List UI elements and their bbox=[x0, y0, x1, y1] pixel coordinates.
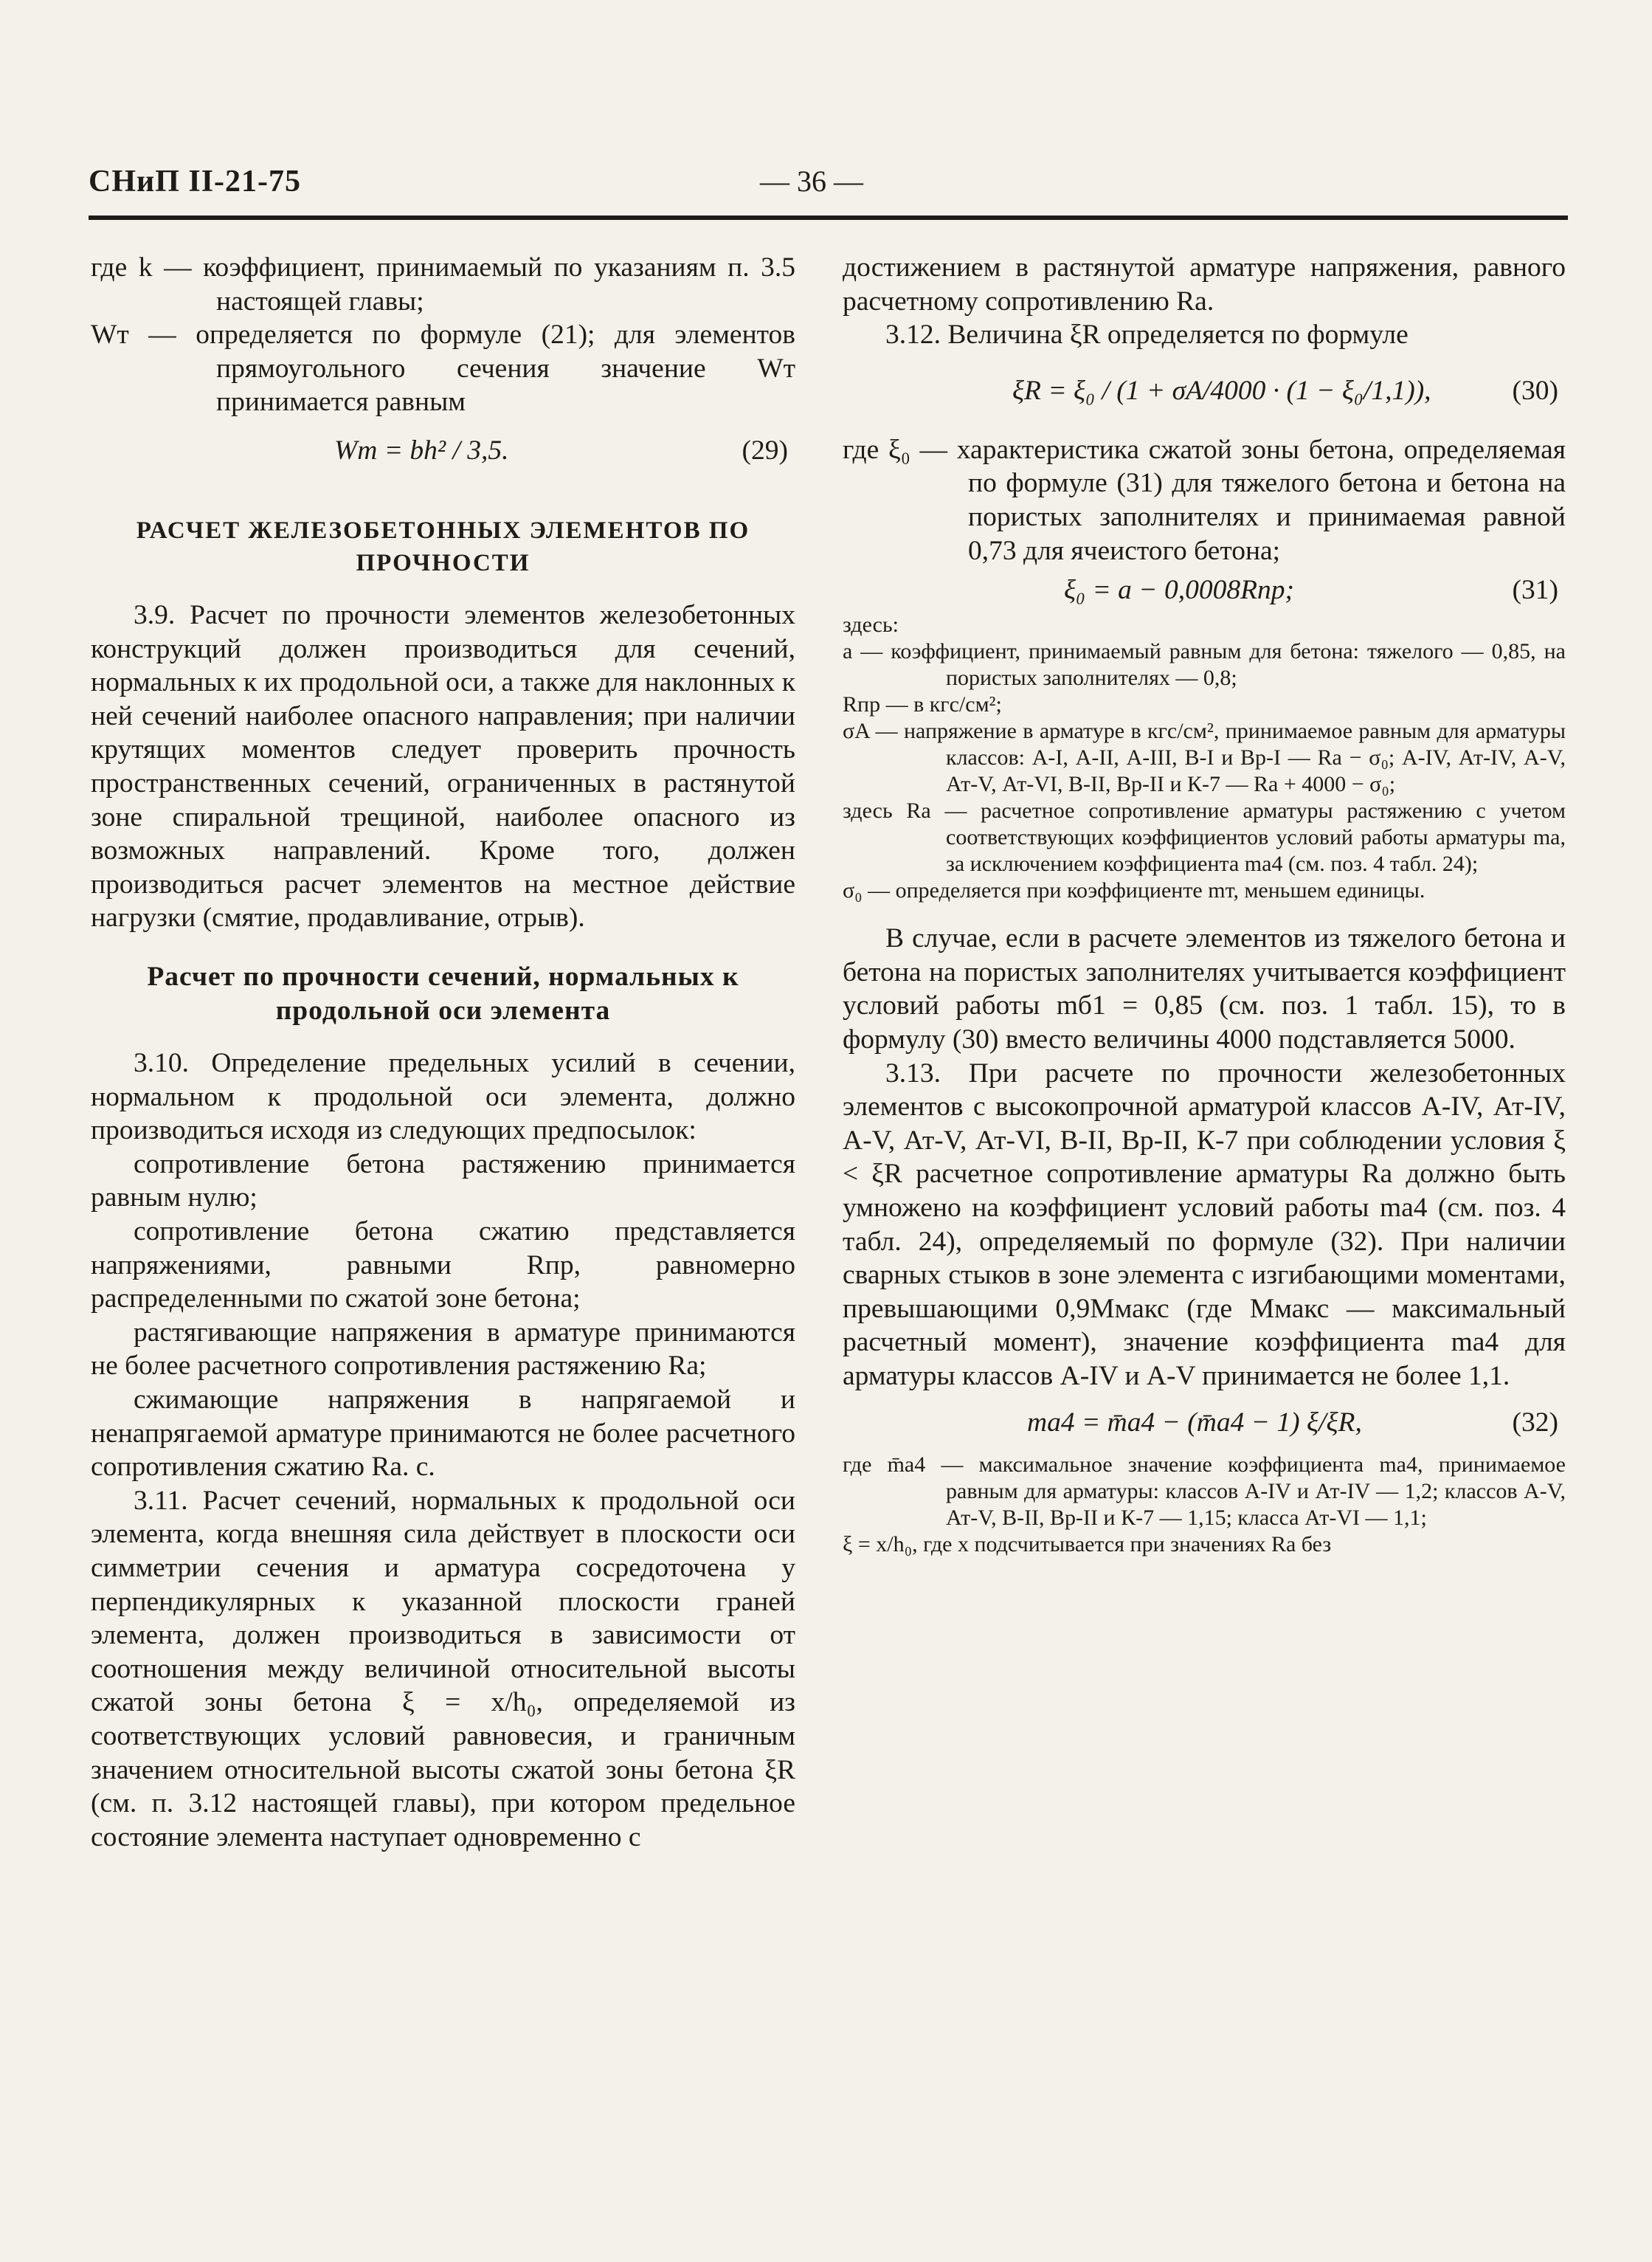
paragraph-case: В случае, если в расчете элементов из тяжелого бетона и бетона на пористых заполнителях учитывается коэффициент условий работы mб1 = 0,85 (см. поз. 1 табл. 15), то в формулу (30) вместо величины 4000 подставляется 5000. bbox=[843, 923, 1566, 1055]
list-item: сжимающие напряжения в напрягаемой и ненапрягаемой арматуре принимаются не более расчетного сопротивления сжатию Rа. с. bbox=[91, 1385, 795, 1483]
notes-block bbox=[843, 612, 1566, 904]
page-number: — 36 — bbox=[760, 165, 863, 198]
doc-code: СНиП II-21-75 bbox=[89, 165, 302, 199]
formula-30 bbox=[843, 352, 1566, 433]
list-item: сопротивление бетона растяжению принимается равным нулю; bbox=[91, 1148, 795, 1213]
section-heading: РАСЧЕТ ЖЕЛЕЗОБЕТОННЫХ ЭЛЕМЕНТОВ ПО ПРОЧНОСТИ bbox=[136, 517, 750, 576]
notes-block-2 bbox=[843, 1452, 1566, 1558]
def-ra: здесь Rа — расчетное сопротивление арматуры растяжению с учетом соответствующих коэффициентов условий работы арматуры mа, за исключением коэффициента mа4 (см. поз. 4 табл. 24); bbox=[843, 799, 1566, 877]
formula-32-number: (32) bbox=[1512, 1407, 1558, 1438]
paragraph-3-13: 3.13. При расчете по прочности железобетонных элементов с высокопрочной арматурой классов А-IV, Ат-IV, А-V, Ат-V, Ат-VI, В-II, Вр-II, К-7 при соблюдении условия ξ < ξR расчетное сопротивление арматуры Rа должно быть умножено на коэффициент условий работы mа4 (см. поз. 4 табл. 24), определяемый по формуле (32). При наличии сварных стыков в зоне элемента с изгибающими моментами, превышающими 0,9Mмакс (где Mмакс — максимальный расчетный момент), значение коэффициента mа4 для арматуры классов А-IV и А-V принимается не более 1,1. bbox=[843, 1058, 1566, 1391]
def-s0: σ₀ — определяется при коэффициенте mт, меньшем единицы. bbox=[843, 878, 1425, 903]
page-header bbox=[89, 164, 1564, 208]
def-ma4: где m̄а4 — максимальное значение коэффициента mа4, принимаемое равным для арматуры: классов А-IV и Ат-IV — 1,2; классов А-V, Ат-V, В-II, Вр-II и К-7 — 1,15; класса Ат-VI — 1,1; bbox=[843, 1452, 1566, 1531]
paragraph-continuation: достижением в растянутой арматуре напряжения, равного расчетному сопротивлению Rа. bbox=[843, 252, 1566, 317]
formula-32 bbox=[843, 1393, 1566, 1452]
formula-29 bbox=[91, 419, 795, 489]
list-item: растягивающие напряжения в арматуре принимаются не более расчетного сопротивления растяжению Rа; bbox=[91, 1317, 795, 1382]
paragraph-3-11: 3.11. Расчет сечений, нормальных к продольной оси элемента, когда внешняя сила действует в плоскости оси симметрии сечения и арматура сосредоточена у перпендикулярных к указанной плоскости граней элемента, должен производиться в зависимости от соотношения между величиной относительной высоты сжатой зоны бетона ξ = x/h₀, определяемой из соответствующих условий равновесия, и граничным значением относительной высоты сжатой зоны бетона ξR (см. п. 3.12 настоящей главы), при котором предельное состояние элемента наступает одновременно с bbox=[91, 1485, 795, 1852]
notes-label: здесь: bbox=[843, 613, 899, 638]
right-column bbox=[843, 251, 1566, 1558]
formula-31-number: (31) bbox=[1512, 575, 1558, 606]
formula-29-expr: Wт = bh² / 3,5. bbox=[334, 435, 509, 466]
left-column bbox=[91, 251, 795, 1854]
def-xi: ξ = x/h₀, где x подсчитывается при значениях Rа без bbox=[843, 1532, 1332, 1557]
def-sigma: σA — напряжение в арматуре в кгс/см², принимаемое равным для арматуры классов: А-I, А-II, А-III, В-I и Вр-I — Rа − σ₀; А-IV, Ат-IV, А-V, Ат-V, Ат-VI, В-II, Вр-II и К-7 — Rа + 4000 − σ₀; bbox=[843, 719, 1566, 797]
paragraph-3-10: 3.10. Определение предельных усилий в сечении, нормальном к продольной оси элемента, должно производиться исходя из следующих предпосылок: bbox=[91, 1048, 795, 1146]
def-k: где k — коэффициент, принимаемый по указаниям п. 3.5 настоящей главы; bbox=[91, 252, 795, 317]
list-item: сопротивление бетона сжатию представляется напряжениями, равными Rпр, равномерно распределенными по сжатой зоне бетона; bbox=[91, 1216, 795, 1314]
formula-31 bbox=[843, 568, 1566, 612]
paragraph-3-12: 3.12. Величина ξR определяется по формуле bbox=[885, 320, 1409, 351]
def-a: a — коэффициент, принимаемый равным для бетона: тяжелого — 0,85, на пористых заполнителях — 0,8; bbox=[843, 639, 1566, 691]
def-rpr: Rпр — в кгс/см²; bbox=[843, 692, 1002, 717]
formula-31-expr: ξ₀ = a − 0,0008Rпр; bbox=[1064, 575, 1294, 606]
formula-32-expr: mа4 = m̄а4 − (m̄а4 − 1) ξ/ξR, bbox=[1027, 1407, 1362, 1438]
formula-29-number: (29) bbox=[742, 435, 788, 466]
formula-30-expr: ξR = ξ₀ / (1 + σA/4000 · (1 − ξ₀/1,1)), bbox=[1012, 375, 1431, 406]
def-wt: Wт — определяется по формуле (21); для элементов прямоугольного сечения значение Wт принимается равным bbox=[91, 320, 795, 418]
paragraph-3-9: 3.9. Расчет по прочности элементов железобетонных конструкций должен производиться для сечений, нормальных к их продольной оси, а также для наклонных к ней сечений наиболее опасного направления; при наличии крутящих моментов следует проверить прочность пространственных сечений, ограниченных в растянутой зоне спиральной трещиной, наиболее опасного из возможных направлений. Кроме того, должен производиться расчет элементов на местное действие нагрузки (смятие, продавливание, отрыв). bbox=[91, 599, 795, 934]
subsection-heading: Расчет по прочности сечений, нормальных к продольной оси элемента bbox=[147, 961, 739, 1026]
formula-30-number: (30) bbox=[1512, 375, 1558, 406]
header-rule bbox=[89, 215, 1568, 220]
def-xi0: где ξ₀ — характеристика сжатой зоны бетона, определяемая по формуле (31) для тяжелого бетона и бетона на пористых заполнителях и принимаемая равной 0,73 для ячеистого бетона; bbox=[843, 434, 1566, 566]
